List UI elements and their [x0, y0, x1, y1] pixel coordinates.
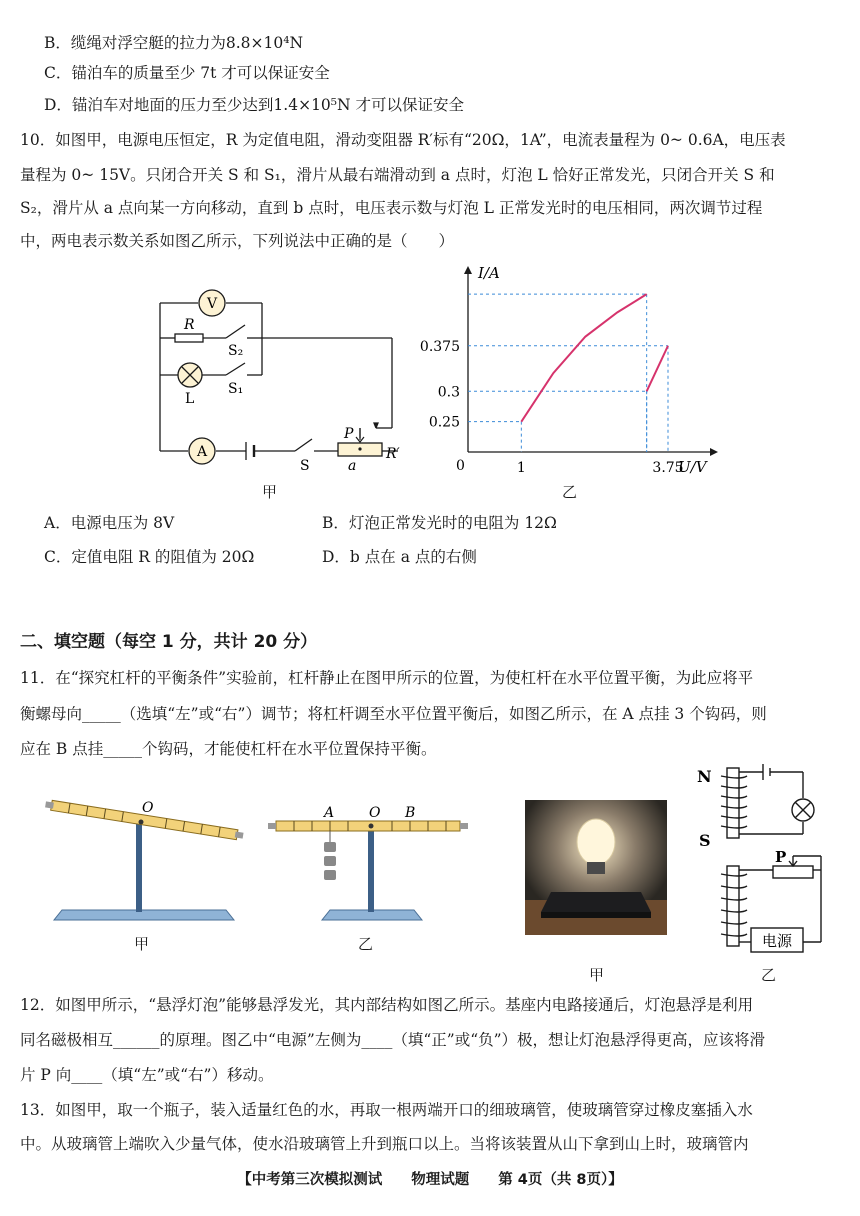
q12-caption-yi: 乙: [761, 966, 777, 984]
q13-line-2: 中。从玻璃管上端吹入少量气体，使水沿玻璃管上升到瓶口以上。当将该装置从山下拿到山上时，玻璃管内: [20, 1135, 749, 1153]
floating-bulb-photo: [525, 800, 667, 935]
y-axis-arrow: [464, 266, 472, 274]
q12-caption-jia: 甲: [589, 966, 605, 984]
q11-line-1: 11．在“探究杠杆的平衡条件”实验前，杠杆静止在图甲所示的位置，为使杠杆在水平位置平衡，为此应将平: [20, 669, 754, 687]
q10-caption-jia: 甲: [262, 483, 278, 501]
pole-n-label: N: [697, 767, 712, 786]
x-tick-label-0: 1: [516, 460, 526, 476]
q10-option-b: B．灯泡正常发光时的电阻为 12Ω: [322, 514, 557, 532]
lever-figure-yi: [262, 792, 472, 932]
q10-line-4: 中，两电表示数关系如图乙所示，下列说法中正确的是（ ）: [20, 232, 455, 250]
lamp-l-label: L: [185, 391, 195, 407]
point-a-label: a: [348, 458, 357, 474]
lever-jia-o-label: O: [142, 800, 154, 816]
q10-option-c: C．定值电阻 R 的阻值为 20Ω: [44, 548, 255, 566]
lever-a-label: A: [324, 805, 335, 821]
voltmeter-label: V: [206, 296, 218, 312]
q12-line-3: 片 P 向____（填“左”或“右”）移动。: [20, 1066, 274, 1084]
q11-line-2: 衡螺母向_____（选填“左”或“右”）调节；将杠杆调至水平位置平衡后，如图乙所示，在 A 点挂 3 个钩码，则: [20, 705, 767, 723]
q11-caption-jia: 甲: [134, 935, 150, 953]
rheostat-label: R′: [386, 446, 400, 462]
y-tick-label-1: 0.3: [437, 384, 460, 401]
lever-b-label: B: [405, 805, 416, 821]
y-tick-label-0: 0.25: [428, 414, 460, 431]
lever-figure-jia: [44, 792, 254, 932]
q11-caption-yi: 乙: [358, 935, 374, 953]
q9-option-c: C．锚泊车的质量至少 7t 才可以保证安全: [44, 64, 330, 82]
q9-option-b: B．缆绳对浮空艇的拉力为8.8×10⁴N: [44, 34, 304, 52]
x-axis-arrow: [710, 448, 718, 456]
x-axis-label: U/V: [678, 458, 707, 476]
y-axis-label: I/A: [478, 264, 500, 282]
lever-yi-o-label: O: [369, 805, 381, 821]
q12-line-2: 同名磁极相互______的原理。图乙中“电源”左侧为____（填“正”或“负”）极，想让灯泡悬浮得更高，应该将滑: [20, 1031, 766, 1049]
y-tick-label-2: 0.375: [420, 338, 460, 355]
pole-s-label: S: [699, 831, 711, 850]
slider-p-label: P: [344, 426, 354, 442]
q10-option-a: A．电源电压为 8V: [44, 514, 175, 532]
q11-line-3: 应在 B 点挂_____个钩码，才能使杠杆在水平位置保持平衡。: [20, 740, 437, 758]
switch-s-label: S: [300, 458, 310, 474]
q10-line-1: 10．如图甲，电源电压恒定，R 为定值电阻，滑动变阻器 R′标有“20Ω，1A”，电流表量程为 0~ 0.6A，电压表: [20, 131, 786, 149]
switch-s2-label: S₂: [228, 343, 244, 359]
resistor-r-label: R: [184, 317, 195, 333]
q10-caption-yi: 乙: [562, 483, 578, 501]
section-title: 二、填空题（每空 1 分，共计 20 分）: [20, 632, 318, 652]
q12-circuit-diagram: [693, 762, 833, 957]
x-tick-label-1: 3.75: [652, 460, 684, 476]
slider-p-label-q12: P: [775, 848, 787, 866]
q9-option-d: D．锚泊车对地面的压力至少达到1.4×10⁵N 才可以保证安全: [44, 96, 464, 114]
origin-label: 0: [456, 458, 465, 474]
page-footer: 【中考第三次模拟测试 物理试题 第 4页（共 8页）】: [237, 1172, 623, 1188]
q10-line-3: S₂，滑片从 a 点向某一方向移动，直到 b 点时，电压表示数与灯泡 L 正常发光时的电压相同，两次调节过程: [20, 199, 763, 217]
series-line-0: [521, 294, 646, 422]
ammeter-label: A: [196, 444, 208, 460]
q10-iu-chart: [420, 262, 720, 478]
q13-line-1: 13．如图甲，取一个瓶子，装入适量红色的水，再取一根两端开口的细玻璃管，使玻璃管穿过橡皮塞插入水: [20, 1101, 753, 1119]
power-source-label: 电源: [761, 932, 793, 950]
q10-circuit-diagram: [150, 283, 420, 475]
switch-s1-label: S₁: [228, 381, 244, 397]
q12-line-1: 12．如图甲所示，“悬浮灯泡”能够悬浮发光，其内部结构如图乙所示。基座内电路接通后，灯泡悬浮是利用: [20, 996, 754, 1014]
q10-line-2: 量程为 0~ 15V。只闭合开关 S 和 S₁，滑片从最右端滑动到 a 点时，灯泡 L 恰好正常发光，只闭合开关 S 和: [20, 166, 775, 184]
q10-option-d: D．b 点在 a 点的右侧: [322, 548, 477, 566]
series-line-1: [647, 346, 668, 392]
